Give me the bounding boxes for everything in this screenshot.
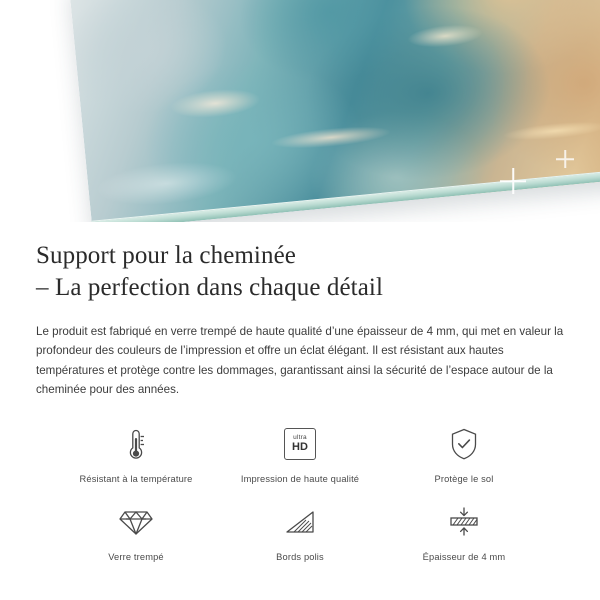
headline-line-2: – La perfection dans chaque détail xyxy=(36,274,383,301)
shield-check-icon xyxy=(448,422,480,466)
feature-label: Verre trempé xyxy=(108,551,164,562)
polished-edges-icon xyxy=(283,500,317,544)
badge-bottom-text: HD xyxy=(292,441,308,454)
feature-label: Protège le sol xyxy=(434,473,494,484)
feature-item xyxy=(54,500,218,562)
badge-top-text: ultra xyxy=(293,433,307,441)
feature-grid xyxy=(36,422,564,562)
feature-label: Résistant à la température xyxy=(79,473,193,484)
diamond-icon xyxy=(118,500,154,544)
headline-line-1: Support pour la cheminée xyxy=(36,242,296,269)
feature-label: Épaisseur de 4 mm xyxy=(422,551,506,562)
thickness-arrows-icon xyxy=(446,500,482,544)
feature-item xyxy=(382,422,546,484)
product-description: Le produit est fabriqué en verre trempé de haute qualité d’une épaisseur de 4 mm, qui met en valeur la profondeur des couleurs de l’impression et offre un éclat élégant. Il est résistant aux hautes températures et protège contre les dommages, garantissant ainsi la sécurité de l’espace autour de la cheminée pour des années. xyxy=(36,325,564,397)
feature-item xyxy=(382,500,546,562)
feature-item xyxy=(54,422,218,484)
thermometer-icon xyxy=(123,422,149,466)
ultra-hd-badge-icon xyxy=(284,422,316,466)
feature-item xyxy=(218,500,382,562)
feature-label: Impression de haute qualité xyxy=(240,473,360,484)
page-title xyxy=(36,240,564,304)
feature-label: Bords polis xyxy=(276,551,324,562)
content-block xyxy=(0,240,600,562)
glass-panel xyxy=(69,0,600,222)
hero-image xyxy=(0,0,600,222)
feature-item xyxy=(218,422,382,484)
